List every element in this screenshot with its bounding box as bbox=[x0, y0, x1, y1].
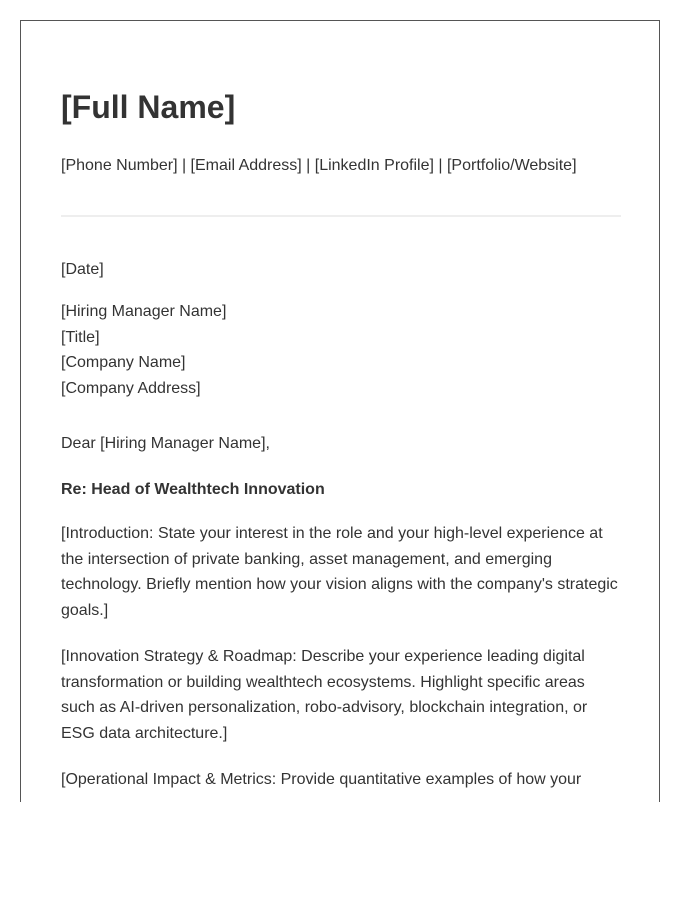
paragraph-introduction bbox=[61, 521, 621, 623]
letter-page bbox=[20, 20, 660, 802]
paragraph-line: technology. Briefly mention how your vision aligns with the company's strategic bbox=[61, 576, 618, 594]
recipient-block bbox=[61, 299, 226, 401]
paragraph-line: [Operational Impact & Metrics: Provide quantitative examples of how your bbox=[61, 771, 582, 788]
paragraph-line: [Introduction: State your interest in the role and your high-level experience at bbox=[61, 525, 603, 542]
paragraph-line: such as AI-driven personalization, robo-advisory, blockchain integration, or bbox=[61, 699, 588, 717]
header-divider bbox=[61, 215, 621, 217]
paragraph-innovation-strategy bbox=[61, 644, 621, 746]
paragraph-line: ESG data architecture.] bbox=[61, 724, 228, 742]
recipient-address: [Company Address] bbox=[61, 379, 201, 397]
paragraph-operational-impact bbox=[61, 767, 621, 793]
contact-line: [Phone Number] | [Email Address] | [LinkedIn Profile] | [Portfolio/Website] bbox=[61, 157, 577, 174]
paragraph-line: transformation or building wealthtech ecosystems. Highlight specific areas bbox=[61, 673, 585, 691]
recipient-name: [Hiring Manager Name] bbox=[61, 303, 227, 320]
subject-line: Re: Head of Wealthtech Innovation bbox=[61, 481, 325, 498]
recipient-company: [Company Name] bbox=[61, 354, 186, 372]
paragraph-line: [Innovation Strategy & Roadmap: Describe your experience leading digital bbox=[61, 648, 585, 665]
paragraph-line: goals.] bbox=[61, 601, 109, 619]
salutation: Dear [Hiring Manager Name], bbox=[61, 435, 270, 452]
paragraph-line: the intersection of private banking, asset management, and emerging bbox=[61, 550, 552, 568]
recipient-title: [Title] bbox=[61, 328, 100, 346]
applicant-name: [Full Name] bbox=[61, 89, 236, 125]
letter-date: [Date] bbox=[61, 261, 104, 278]
